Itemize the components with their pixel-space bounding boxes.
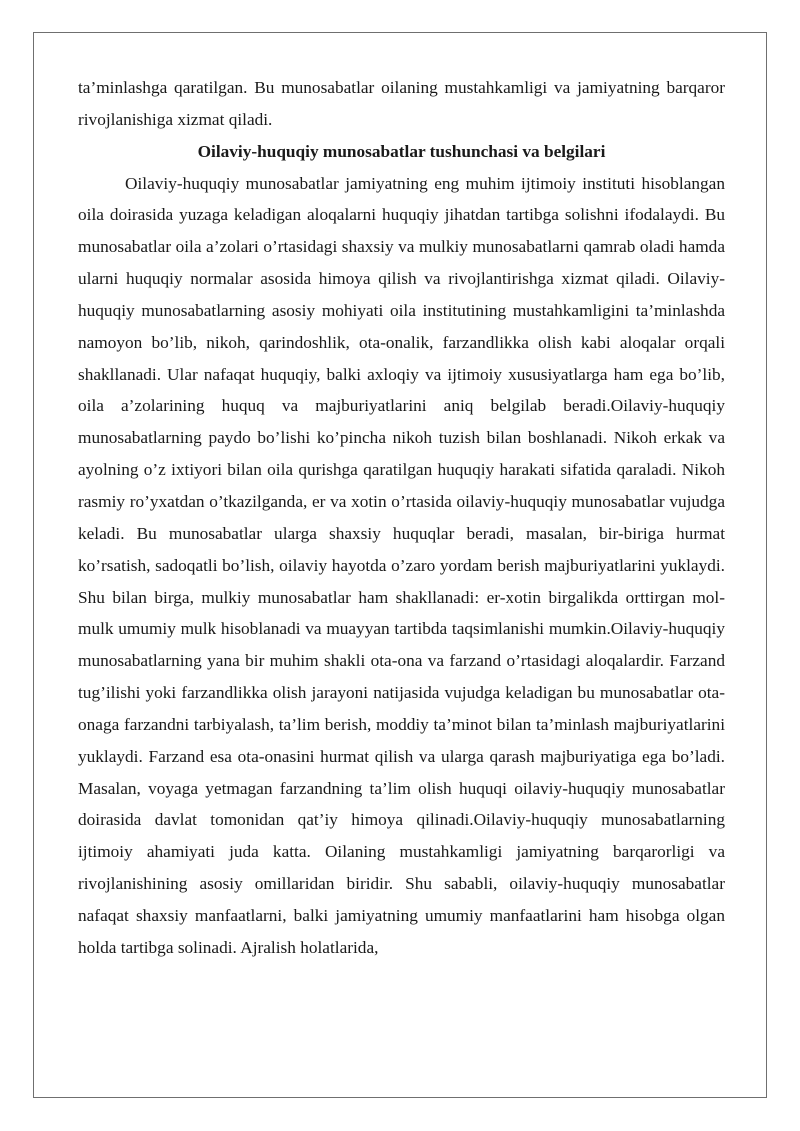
continuation-paragraph: ta’minlashga qaratilgan. Bu munosabatlar oilaning mustahkamligi va jamiyatning barqaror rivojlanishiga xizmat qiladi. [78,78,725,129]
section-heading: Oilaviy-huquqiy munosabatlar tushunchasi va belgilari [197,141,606,161]
document-body [78,72,725,964]
body-paragraph: Oilaviy-huquqiy munosabatlar jamiyatning eng muhim ijtimoiy instituti hisoblangan oila doirasida yuzaga keladigan aloqalarni huquqiy jihatdan tartibga solishni ifodalaydi. Bu munosabatlar oila a’zolari o’rtasidagi shaxsiy va mulkiy munosabatlarni qamrab oladi hamda ularni huquqiy normalar asosida himoya qilish va rivojlantirishga xizmat qiladi. Oilaviy-huquqiy munosabatlarning asosiy mohiyati oila institutining mustahkamligini ta’minlashda namoyon bo’lib, nikoh, qarindoshlik, ota-onalik, farzandlikka olish kabi aloqalar orqali shakllanadi. Ular nafaqat huquqiy, balki axloqiy va ijtimoiy xususiyatlarga ham ega bo’lib, oila a’zolarining huquq va majburiyatlarini aniq belgilab beradi.Oilaviy-huquqiy munosabatlarning paydo bo’lishi ko’pincha nikoh tuzish bilan boshlanadi. Nikoh erkak va ayolning o’z ixtiyori bilan oila qurishga qaratilgan huquqiy harakati sifatida qaraladi. Nikoh rasmiy ro’yxatdan o’tkazilganda, er va xotin o’rtasida oilaviy-huquqiy munosabatlar vujudga keladi. Bu munosabatlar ularga shaxsiy huquqlar beradi, masalan, bir-biriga hurmat ko’rsatish, sadoqatli bo’lish, oilaviy hayotda o’zaro yordam berish majburiyatlarini yuklaydi. Shu bilan birga, mulkiy munosabatlar ham shakllanadi: er-xotin birgalikda orttirgan mol-mulk umumiy mulk hisoblanadi va muayyan tartibda taqsimlanishi mumkin.Oilaviy-huquqiy munosabatlarning yana bir muhim shakli ota-ona va farzand o’rtasidagi aloqalardir. Farzand tug’ilishi yoki farzandlikka olish jarayoni natijasida vujudga keladigan bu munosabatlar ota-onaga farzandni tarbiyalash, ta’lim berish, moddiy ta’minot bilan ta’minlash majburiyatlarini yuklaydi. Farzand esa ota-onasini hurmat qilish va ularga qarash majburiyatiga ega bo’ladi. Masalan, voyaga yetmagan farzandning ta’lim olish huquqi oilaviy-huquqiy munosabatlar doirasida davlat tomonidan qat’iy himoya qilinadi.Oilaviy-huquqiy munosabatlarning ijtimoiy ahamiyati juda katta. Oilaning mustahkamligi jamiyatning barqarorligi va rivojlanishining asosiy omillaridan biridir. Shu sababli, oilaviy-huquqiy munosabatlar nafaqat shaxsiy manfaatlarni, balki jamiyatning umumiy manfaatlarini ham hisobga olgan holda tartibga solinadi. Ajralish holatlarida, [78,173,725,957]
